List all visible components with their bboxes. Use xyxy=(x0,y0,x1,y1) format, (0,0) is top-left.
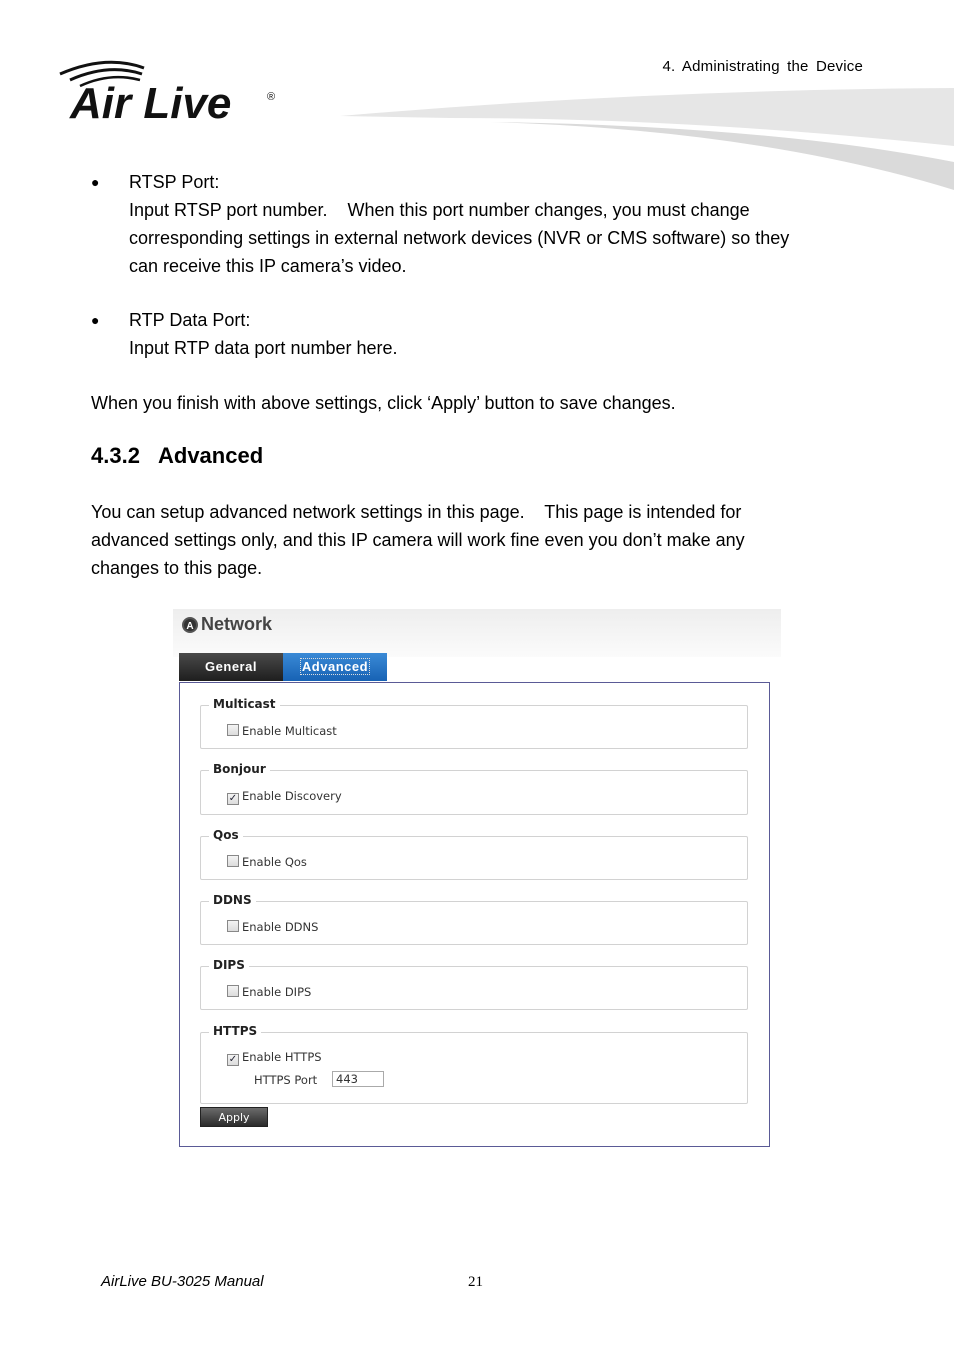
group-legend: HTTPS xyxy=(209,1024,261,1038)
chapter-heading: 4. Administrating the Device xyxy=(662,58,863,75)
group-legend: Bonjour xyxy=(209,762,270,776)
intro-line: advanced settings only, and this IP camera will work fine even you don’t make any xyxy=(91,530,745,550)
footer-manual-title: AirLive BU-3025 Manual xyxy=(101,1273,264,1290)
advanced-settings-panel xyxy=(179,682,770,1147)
intro-paragraph xyxy=(91,498,831,582)
bullet-rtp-data-port xyxy=(91,306,849,362)
airlive-logo xyxy=(56,58,286,124)
intro-line: changes to this page. xyxy=(91,558,263,578)
bullet-line: Input RTP data port number here. xyxy=(129,338,398,358)
network-tabs xyxy=(179,653,387,681)
checkbox-label: Enable DIPS xyxy=(242,985,312,999)
checkbox-row xyxy=(227,920,318,934)
network-title: Network xyxy=(201,614,273,634)
group-qos xyxy=(200,828,748,880)
tab-general[interactable]: General xyxy=(179,653,283,681)
bullet-line: Input RTSP port number. When this port number changes, you must change xyxy=(129,200,750,220)
checkbox-row xyxy=(227,1050,322,1066)
enable-ddns-checkbox[interactable] xyxy=(227,920,239,932)
group-multicast xyxy=(200,697,748,749)
intro-line: You can setup advanced network settings in this page. This page is intended for xyxy=(91,502,742,522)
bullet-line: can receive this IP camera’s video. xyxy=(129,256,407,276)
checkbox-label: Enable Qos xyxy=(242,855,307,869)
group-ddns xyxy=(200,893,748,945)
group-bonjour xyxy=(200,762,748,815)
bullet-title: RTP Data Port: xyxy=(129,310,251,330)
bullet-line: corresponding settings in external network devices (NVR or CMS software) so they xyxy=(129,228,790,248)
checkbox-row xyxy=(227,724,337,738)
https-port-input[interactable] xyxy=(332,1071,384,1087)
enable-qos-checkbox[interactable] xyxy=(227,855,239,867)
group-legend: DIPS xyxy=(209,958,249,972)
enable-https-checkbox[interactable]: ✓ xyxy=(228,1054,238,1065)
group-dips xyxy=(200,958,748,1010)
bullet-title: RTSP Port: xyxy=(129,172,220,192)
group-legend: Qos xyxy=(209,828,243,842)
section-title: Advanced xyxy=(158,443,264,468)
checkbox-row xyxy=(227,789,342,805)
logo-registered-mark: ® xyxy=(267,91,276,103)
section-heading xyxy=(91,443,263,469)
section-number: 4.3.2 xyxy=(91,443,140,468)
https-port-label: HTTPS Port xyxy=(254,1073,318,1087)
checkbox-row xyxy=(227,985,311,999)
logo-wordmark: Air Live xyxy=(70,79,232,124)
svg-text:A: A xyxy=(186,621,194,632)
checkbox-label: Enable Discovery xyxy=(242,789,342,803)
https-port-row xyxy=(254,1073,317,1087)
checkbox-label: Enable HTTPS xyxy=(242,1050,322,1064)
bullet-dot: ● xyxy=(91,312,100,328)
checkbox-label: Enable Multicast xyxy=(242,724,337,738)
checkbox-label: Enable DDNS xyxy=(242,920,319,934)
bullet-dot: ● xyxy=(91,174,100,190)
tab-advanced-label: Advanced xyxy=(301,659,369,674)
network-panel-header xyxy=(173,609,781,657)
group-https xyxy=(200,1024,748,1104)
apply-button[interactable]: Apply xyxy=(200,1107,268,1127)
tab-advanced[interactable] xyxy=(283,653,387,681)
enable-multicast-checkbox[interactable] xyxy=(227,724,239,736)
finish-paragraph: When you finish with above settings, click ‘Apply’ button to save changes. xyxy=(91,393,676,413)
group-legend: Multicast xyxy=(209,697,280,711)
bullet-rtsp-port xyxy=(91,168,849,280)
network-icon xyxy=(181,616,199,634)
group-legend: DDNS xyxy=(209,893,256,907)
checkbox-row xyxy=(227,855,307,869)
enable-discovery-checkbox[interactable]: ✓ xyxy=(228,793,238,804)
enable-dips-checkbox[interactable] xyxy=(227,985,239,997)
network-settings-screenshot xyxy=(173,609,781,1150)
footer-page-number: 21 xyxy=(468,1274,483,1290)
